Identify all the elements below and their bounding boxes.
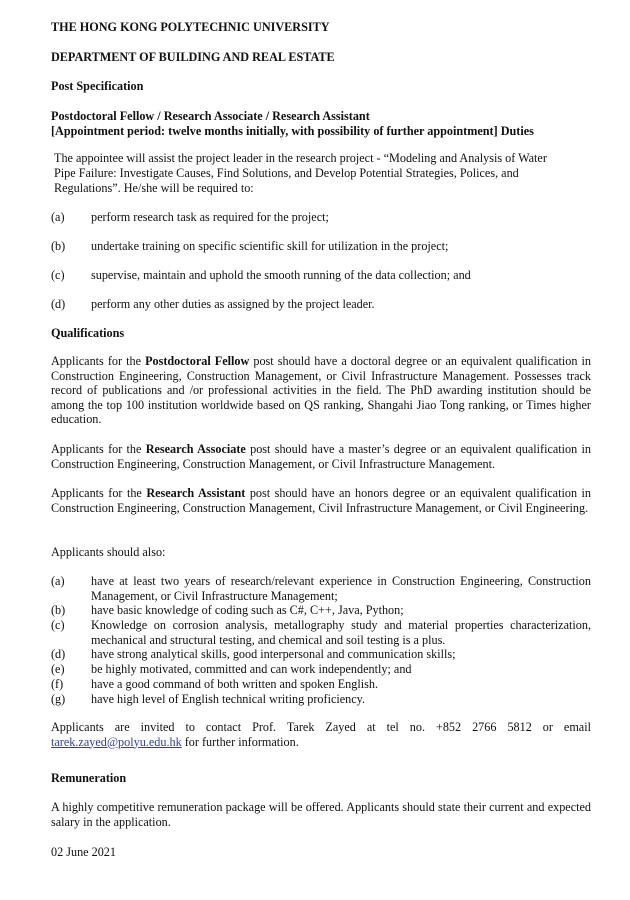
qualification-text: have a good command of both written and spoken English. xyxy=(91,677,379,691)
duties-intro-line-2: Pipe Failure: Investigate Causes, Find Solutions, and Develop Potential Strategies, Polices, and xyxy=(54,166,519,180)
qualification-item xyxy=(51,603,591,618)
postdoc-title: Postdoctoral Fellow xyxy=(145,354,250,368)
postdoc-prefix: Applicants for the xyxy=(51,354,146,368)
qualification-item xyxy=(51,574,591,603)
department-name: DEPARTMENT OF BUILDING AND REAL ESTATE xyxy=(51,50,335,64)
qualifications-heading: Qualifications xyxy=(51,326,125,340)
qualification-item xyxy=(51,618,591,647)
section-title: Post Specification xyxy=(51,79,144,93)
duties-intro-line-3: Regulations”. He/she will be required to: xyxy=(54,181,254,195)
contact-paragraph xyxy=(51,720,591,749)
remuneration-text: A highly competitive remuneration package will be offered. Applicants should state their current and expected salary in the application. xyxy=(51,800,591,829)
research-associate-requirement xyxy=(51,442,591,471)
applicants-should-also: Applicants should also: xyxy=(51,545,166,559)
duty-label: (d) xyxy=(51,297,66,311)
qualification-item xyxy=(51,662,591,677)
qualification-list xyxy=(51,574,591,707)
university-name: THE HONG KONG POLYTECHNIC UNIVERSITY xyxy=(51,20,330,34)
qualification-text: have strong analytical skills, good interpersonal and communication skills; xyxy=(91,647,456,661)
qualification-text: be highly motivated, committed and can work independently; and xyxy=(91,662,412,676)
postdoc-suffix: post should have a doctoral degree or an equivalent qualification in Construction Engineering, Construction Management, or Civil Infrastructure Management. Possesses track record of publications and /or professional activities in the field. The PhD awarding institution should be among the top 100 institution worldwide based on QS ranking, Shangahi Jiao Tong ranking, or Times higher education. xyxy=(51,354,592,427)
duty-label: (b) xyxy=(51,239,66,253)
research-assistant-requirement xyxy=(51,486,591,515)
qualification-text: Knowledge on corrosion analysis, metallography study and material properties characterization, mechanical and structural testing, and chemical and soil testing is a plus. xyxy=(91,618,591,647)
postdoc-requirement xyxy=(51,354,591,427)
qualification-label: (e) xyxy=(51,662,65,676)
contact-suffix: for further information. xyxy=(181,734,299,749)
qualification-label: (g) xyxy=(51,692,66,706)
qualification-label: (b) xyxy=(51,603,66,617)
qualification-label: (f) xyxy=(51,677,64,691)
ra-prefix: Applicants for the xyxy=(51,442,146,456)
post-title: Postdoctoral Fellow / Research Associate / Research Assistant xyxy=(51,109,370,123)
qualification-text: have high level of English technical writing proficiency. xyxy=(91,692,366,706)
ra-suffix: post should have a master’s degree or an equivalent qualification in Construction Engineering, Construction Management, or Civil Infrastructure Management. xyxy=(51,442,591,471)
contact-line-2 xyxy=(51,735,591,750)
duty-label: (a) xyxy=(51,210,65,224)
duties-intro-line-1: The appointee will assist the project leader in the research project - “Modeling and Analysis of Water xyxy=(54,151,547,165)
duty-text: perform research task as required for the project; xyxy=(91,210,329,224)
contact-email-link[interactable]: tarek.zayed@polyu.edu.hk xyxy=(51,734,182,749)
duty-text: perform any other duties as assigned by the project leader. xyxy=(91,297,375,311)
ra-title: Research Associate xyxy=(145,442,246,456)
duty-text: supervise, maintain and uphold the smooth running of the data collection; and xyxy=(91,268,471,282)
qualification-item xyxy=(51,647,591,662)
remuneration-heading: Remuneration xyxy=(51,771,127,785)
qualification-label: (c) xyxy=(51,618,65,632)
qualification-text: have basic knowledge of coding such as C#, C++, Java, Python; xyxy=(91,603,404,617)
qualification-text: have at least two years of research/relevant experience in Construction Engineering, Construction Management, or Civil Infrastructure Management; xyxy=(91,574,591,603)
contact-text: Applicants are invited to contact Prof. Tarek Zayed at tel no. +852 2766 5812 or email xyxy=(51,720,591,734)
rassist-suffix: post should have an honors degree or an equivalent qualification in Construction Engineering, Construction Management, Civil Infrastructure Management, or Civil Engineering. xyxy=(51,486,591,515)
document-date: 02 June 2021 xyxy=(51,845,116,859)
qualification-item xyxy=(51,692,591,707)
qualification-label: (a) xyxy=(51,574,65,588)
duty-text: undertake training on specific scientific skill for utilization in the project; xyxy=(91,239,449,253)
qualification-item xyxy=(51,677,591,692)
rassist-prefix: Applicants for the xyxy=(51,486,147,500)
qualification-label: (d) xyxy=(51,647,66,661)
rassist-title: Research Assistant xyxy=(146,486,246,500)
appointment-period: [Appointment period: twelve months initially, with possibility of further appointment] Duties xyxy=(51,124,534,138)
duty-label: (c) xyxy=(51,268,65,282)
